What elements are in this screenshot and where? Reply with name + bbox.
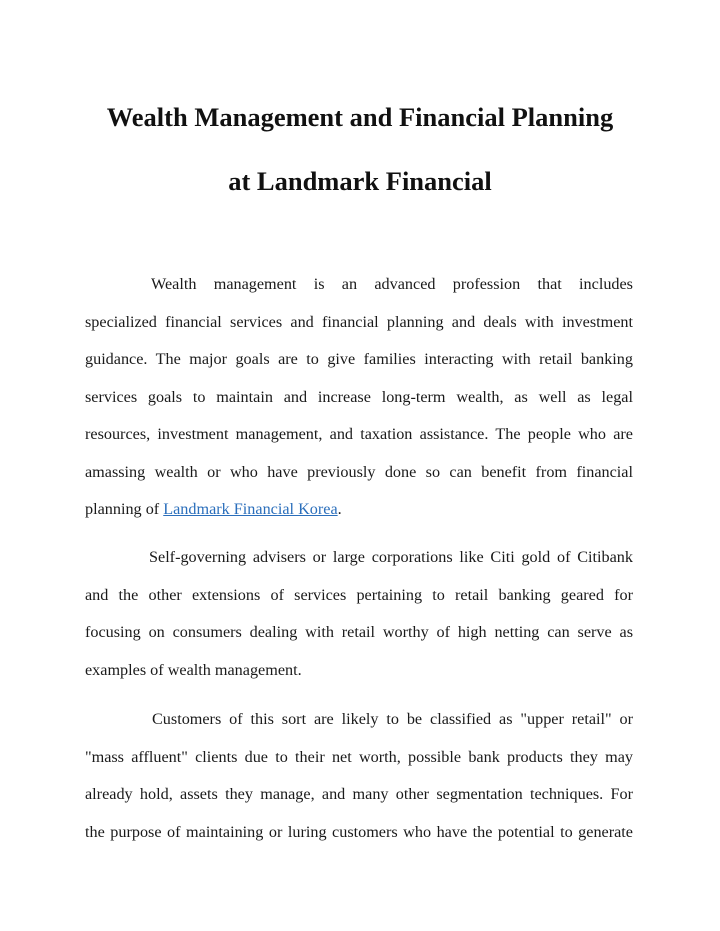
paragraph-2 — [85, 546, 633, 696]
paragraph-line: amassing wealth or who have previously done so can benefit from financial — [85, 462, 633, 481]
paragraph-text: . — [337, 500, 342, 518]
paragraph-line: Wealth management is an advanced profession that includes — [151, 275, 633, 293]
paragraph-3 — [85, 708, 633, 858]
paragraph-last-line — [85, 498, 633, 536]
paragraph-line: and the other extensions of services pertaining to retail banking geared for — [85, 585, 633, 604]
paragraph-line: the purpose of maintaining or luring customers who have the potential to generate — [85, 822, 633, 841]
document-title-line-1: Wealth Management and Financial Planning — [106, 102, 614, 132]
paragraph-line: focusing on consumers dealing with retail worthy of high netting can serve as — [85, 623, 633, 641]
paragraph-line: Self-governing advisers or large corporations like Citi gold of Citibank — [149, 548, 633, 566]
paragraph-line: examples of wealth management. — [85, 660, 302, 679]
paragraph-line: specialized financial services and financial planning and deals with investment — [85, 312, 633, 331]
paragraph-line: services goals to maintain and increase long-term wealth, as well as legal — [85, 387, 633, 406]
paragraph-text: planning of — [85, 500, 164, 518]
paragraph-1 — [85, 273, 633, 536]
paragraph-line: resources, investment management, and taxation assistance. The people who are — [85, 425, 633, 443]
document-title-line-2: at Landmark Financial — [228, 166, 492, 196]
paragraph-line: Customers of this sort are likely to be classified as "upper retail" or — [152, 710, 633, 728]
paragraph-line: guidance. The major goals are to give families interacting with retail banking — [85, 350, 633, 368]
landmark-financial-korea-link[interactable]: Landmark Financial Korea — [163, 500, 338, 518]
paragraph-line: already hold, assets they manage, and many other segmentation techniques. For — [85, 785, 633, 803]
paragraph-line: "mass affluent" clients due to their net worth, possible bank products they may — [85, 747, 633, 766]
